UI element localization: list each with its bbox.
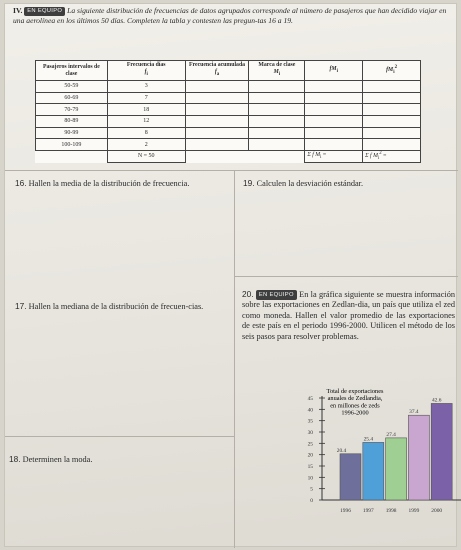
intro-instructions <box>13 6 453 26</box>
plot-area <box>308 396 461 514</box>
cumulative-cell[interactable] <box>185 92 249 104</box>
y-tick-label: 45 <box>307 396 313 402</box>
chart-title: Total de exportaciones anuales de Zedlandia, en millones de zeds 1996-2000 <box>326 388 384 417</box>
sum-fm-squared-cell[interactable]: Σ f $M_i^2$ = <box>363 151 421 163</box>
class-mark-cell[interactable] <box>249 104 305 116</box>
sum-fm-cell[interactable]: Σ f $M_i$ = <box>305 151 363 163</box>
frequency-cell: 7 <box>107 92 185 104</box>
question-20: 20. EN EQUIPO En la gráfica siguiente se muestra información sobre las exportaciones en Zedlan-dia, un país que utiliza el zed como moneda. Hallen el valor promedio de las exportaciones de este país en el periodo 1996-2000. Utilicen el método de los seis pasos para resolver problemas. <box>242 289 455 341</box>
header-frequency: Frecuencia días $f_i$ <box>107 61 185 81</box>
table-row <box>36 116 421 128</box>
frequency-cell: 12 <box>107 116 185 128</box>
class-mark-cell[interactable] <box>249 81 305 93</box>
bar-1997 <box>363 442 384 500</box>
class-mark-cell[interactable] <box>249 92 305 104</box>
frequency-cell: 18 <box>107 104 185 116</box>
team-badge: EN EQUIPO <box>24 7 65 16</box>
worksheet-page <box>4 3 457 547</box>
fm-cell[interactable] <box>305 92 363 104</box>
cumulative-cell[interactable] <box>185 116 249 128</box>
y-tick-label: 30 <box>307 430 313 436</box>
fm-squared-cell[interactable] <box>363 92 421 104</box>
y-tick-label: 40 <box>307 407 313 414</box>
bar-value-label: 27.4 <box>386 431 396 438</box>
question-17: 17. Hallen la mediana de la distribución de frecuen-cias. <box>15 301 204 311</box>
question-19: 19. Calculen la desviación estándar. <box>243 178 364 188</box>
y-tick-label: 5 <box>310 486 313 493</box>
fm-squared-cell[interactable] <box>363 139 421 151</box>
table-header-row <box>36 61 421 81</box>
bar-value-label: 20.4 <box>336 447 347 454</box>
table-row <box>36 127 421 139</box>
fm-cell[interactable] <box>305 127 363 139</box>
divider-middle <box>234 276 458 277</box>
empty-cell <box>249 151 305 163</box>
divider-left <box>5 436 234 437</box>
question-18: 18. Determinen la moda. <box>9 454 93 464</box>
class-mark-cell[interactable] <box>249 116 305 128</box>
header-fm-squared: $fM_i^2$ <box>363 61 421 81</box>
fm-cell[interactable] <box>305 116 363 128</box>
table-row <box>36 92 421 104</box>
interval-cell: 70-79 <box>36 104 108 116</box>
x-tick-label: 2000 <box>431 508 443 514</box>
divider-vertical-upper <box>234 170 235 276</box>
y-tick-label: 35 <box>307 418 313 425</box>
interval-cell: 60-69 <box>36 92 108 104</box>
frequency-cell: 8 <box>107 127 185 139</box>
empty-cell <box>185 151 249 163</box>
y-tick-label: 0 <box>310 498 313 504</box>
x-tick-label: 1999 <box>408 508 420 514</box>
empty-cell <box>36 151 108 163</box>
header-intervals: Pasajeros intervalos de clase <box>36 61 108 81</box>
bar-value-label: 42.6 <box>431 397 442 404</box>
x-tick-label: 1998 <box>385 508 397 514</box>
x-tick-label: 1996 <box>340 508 351 514</box>
team-badge: EN EQUIPO <box>256 290 297 300</box>
table-body <box>36 81 421 163</box>
interval-cell: 80-89 <box>36 116 108 128</box>
table-row <box>36 81 421 93</box>
cumulative-cell[interactable] <box>185 139 249 151</box>
divider-vertical-lower <box>234 276 235 548</box>
interval-cell: 90-99 <box>36 127 108 139</box>
frequency-cell: 2 <box>107 139 185 151</box>
question-16: 16. Hallen la media de la distribución de frecuencia. <box>15 178 190 188</box>
fm-squared-cell[interactable] <box>363 116 421 128</box>
frequency-cell: 3 <box>107 81 185 93</box>
x-tick-label: 1997 <box>362 508 374 514</box>
fm-squared-cell[interactable] <box>363 81 421 93</box>
intro-text: La siguiente distribución de frecuencias de datos agrupados corresponde al número de pasajeros que han decidido viajar en una aerolínea en los últimos 50 días. Completen la tabla y contesten las pregun-tas 16 a 19. <box>13 6 447 26</box>
y-tick-label: 10 <box>307 475 313 482</box>
section-number: IV. <box>13 6 23 15</box>
divider-top <box>5 170 458 171</box>
y-tick-label: 20 <box>307 452 313 459</box>
cumulative-cell[interactable] <box>185 127 249 139</box>
class-mark-cell[interactable] <box>249 139 305 151</box>
cumulative-cell[interactable] <box>185 81 249 93</box>
exports-bar-chart <box>285 388 461 528</box>
interval-cell: 50-59 <box>36 81 108 93</box>
cumulative-cell[interactable] <box>185 104 249 116</box>
class-mark-cell[interactable] <box>249 127 305 139</box>
y-tick-label: 25 <box>307 441 313 448</box>
bar-value-label: 37.4 <box>409 409 419 416</box>
bar-1998 <box>386 438 407 500</box>
bar-2000 <box>431 403 452 500</box>
header-class-mark: Marca de clase $M_i$ <box>249 61 305 81</box>
header-cumulative: Frecuencia acumulada $f_a$ <box>185 61 249 81</box>
table-total-row <box>36 151 421 163</box>
table-row <box>36 104 421 116</box>
fm-cell[interactable] <box>305 139 363 151</box>
fm-cell[interactable] <box>305 81 363 93</box>
bar-1996 <box>340 454 361 500</box>
exports-chart <box>285 388 461 528</box>
total-n-cell: N = 50 <box>107 151 185 163</box>
interval-cell: 100-109 <box>36 139 108 151</box>
table-row <box>36 139 421 151</box>
fm-cell[interactable] <box>305 104 363 116</box>
y-tick-label: 15 <box>307 464 313 470</box>
fm-squared-cell[interactable] <box>363 104 421 116</box>
bar-value-label: 25.4 <box>363 436 374 443</box>
fm-squared-cell[interactable] <box>363 127 421 139</box>
bar-1999 <box>408 415 429 500</box>
frequency-table <box>35 60 421 163</box>
header-fm: $fM_i$ <box>305 61 363 81</box>
